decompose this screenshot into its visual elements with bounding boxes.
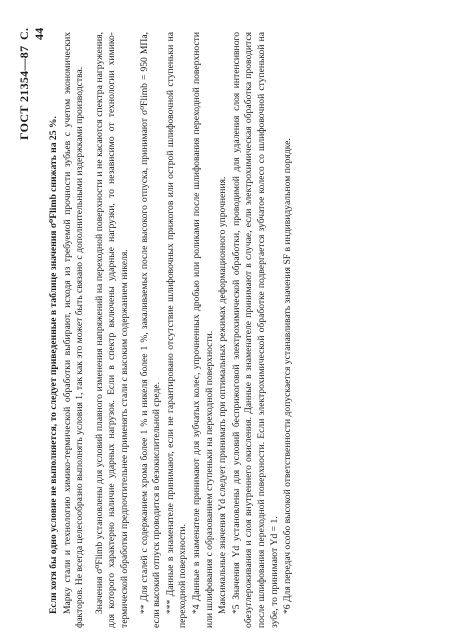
footnote-4: *4 Данные в знаменателе принимают для зубчатых колес, упрочненных дробью или роликами после шлифования переходной поверхности или шлифования с образованием ступеньки на переходной поверхности. (190, 32, 215, 628)
page-number: С. 44 (17, 27, 46, 40)
document-body (48, 32, 296, 628)
footnote-2: ** Для сталей с содержанием хрома более 1 % и никеля более 1 %, закаливаемых после высокого отпуска, принимают σ⁰Flimb = 950 МПа, если высокий отпуск проводится в безокислительной среде. (138, 32, 163, 628)
footnote-3: *** Данные в знаменателе принимают, если не гарантировано отсутствие шлифовочных прижогов или острой шлифовочной ступеньки на переходной поверхности. (164, 32, 189, 628)
paragraph-condition-note: Если хотя бы одно условие не выполняется, то следует приведенные в таблице значения σ⁰Flimb снижать на 25 %. (48, 116, 59, 614)
paragraph-load-spectrum: Значения σ⁰Flimb установлены для условий плавного изменения напряжений на переходной поверхности и не касаются спектра нагружения, для которого характерно наличие ударных нагрузок. Если в спектр включены ударные нагрузки, то независимо от технологии химико-термической обработки предпочтительнее применять стали с высоким содержанием никеля. (93, 32, 130, 628)
footnote-5: *5 Значения Yd установлены для условий бесприжоговой электрохимической обработки, проводимой для удаления слоя интенсивного обезуглероживания и слоя внутреннего окисления. Данные в знаменателе принимают в случае, если электрохимическая обработка проводится после шлифования переходной поверхности. Если электрохимической обработке подвергается зубчатое колесо со шлифовочной ступенькой на зубе, то принимают Yd = 1. (230, 32, 280, 628)
page-header (17, 18, 46, 628)
footnote-6: *6 Для передач особо высокой ответственности допускается устанавливать значения SF в индивидуальном порядке. (282, 138, 294, 614)
rotated-page (0, 18, 440, 628)
paragraph-max-yd: Максимальные значения Yd следует принимать при оптимальных режимах деформационного упрочнения. (217, 176, 229, 614)
standard-number: ГОСТ 21354—87 (17, 45, 31, 140)
paragraph-steel-grade: Марку стали и технологию химико-термической обработки выбирают, исходя из требуемой прочности зубьев с учетом экономических факторов. Не всегда целесообразно выполнять условия 1, так как это может быть связано с дополнительными издержками производства. (61, 32, 86, 628)
